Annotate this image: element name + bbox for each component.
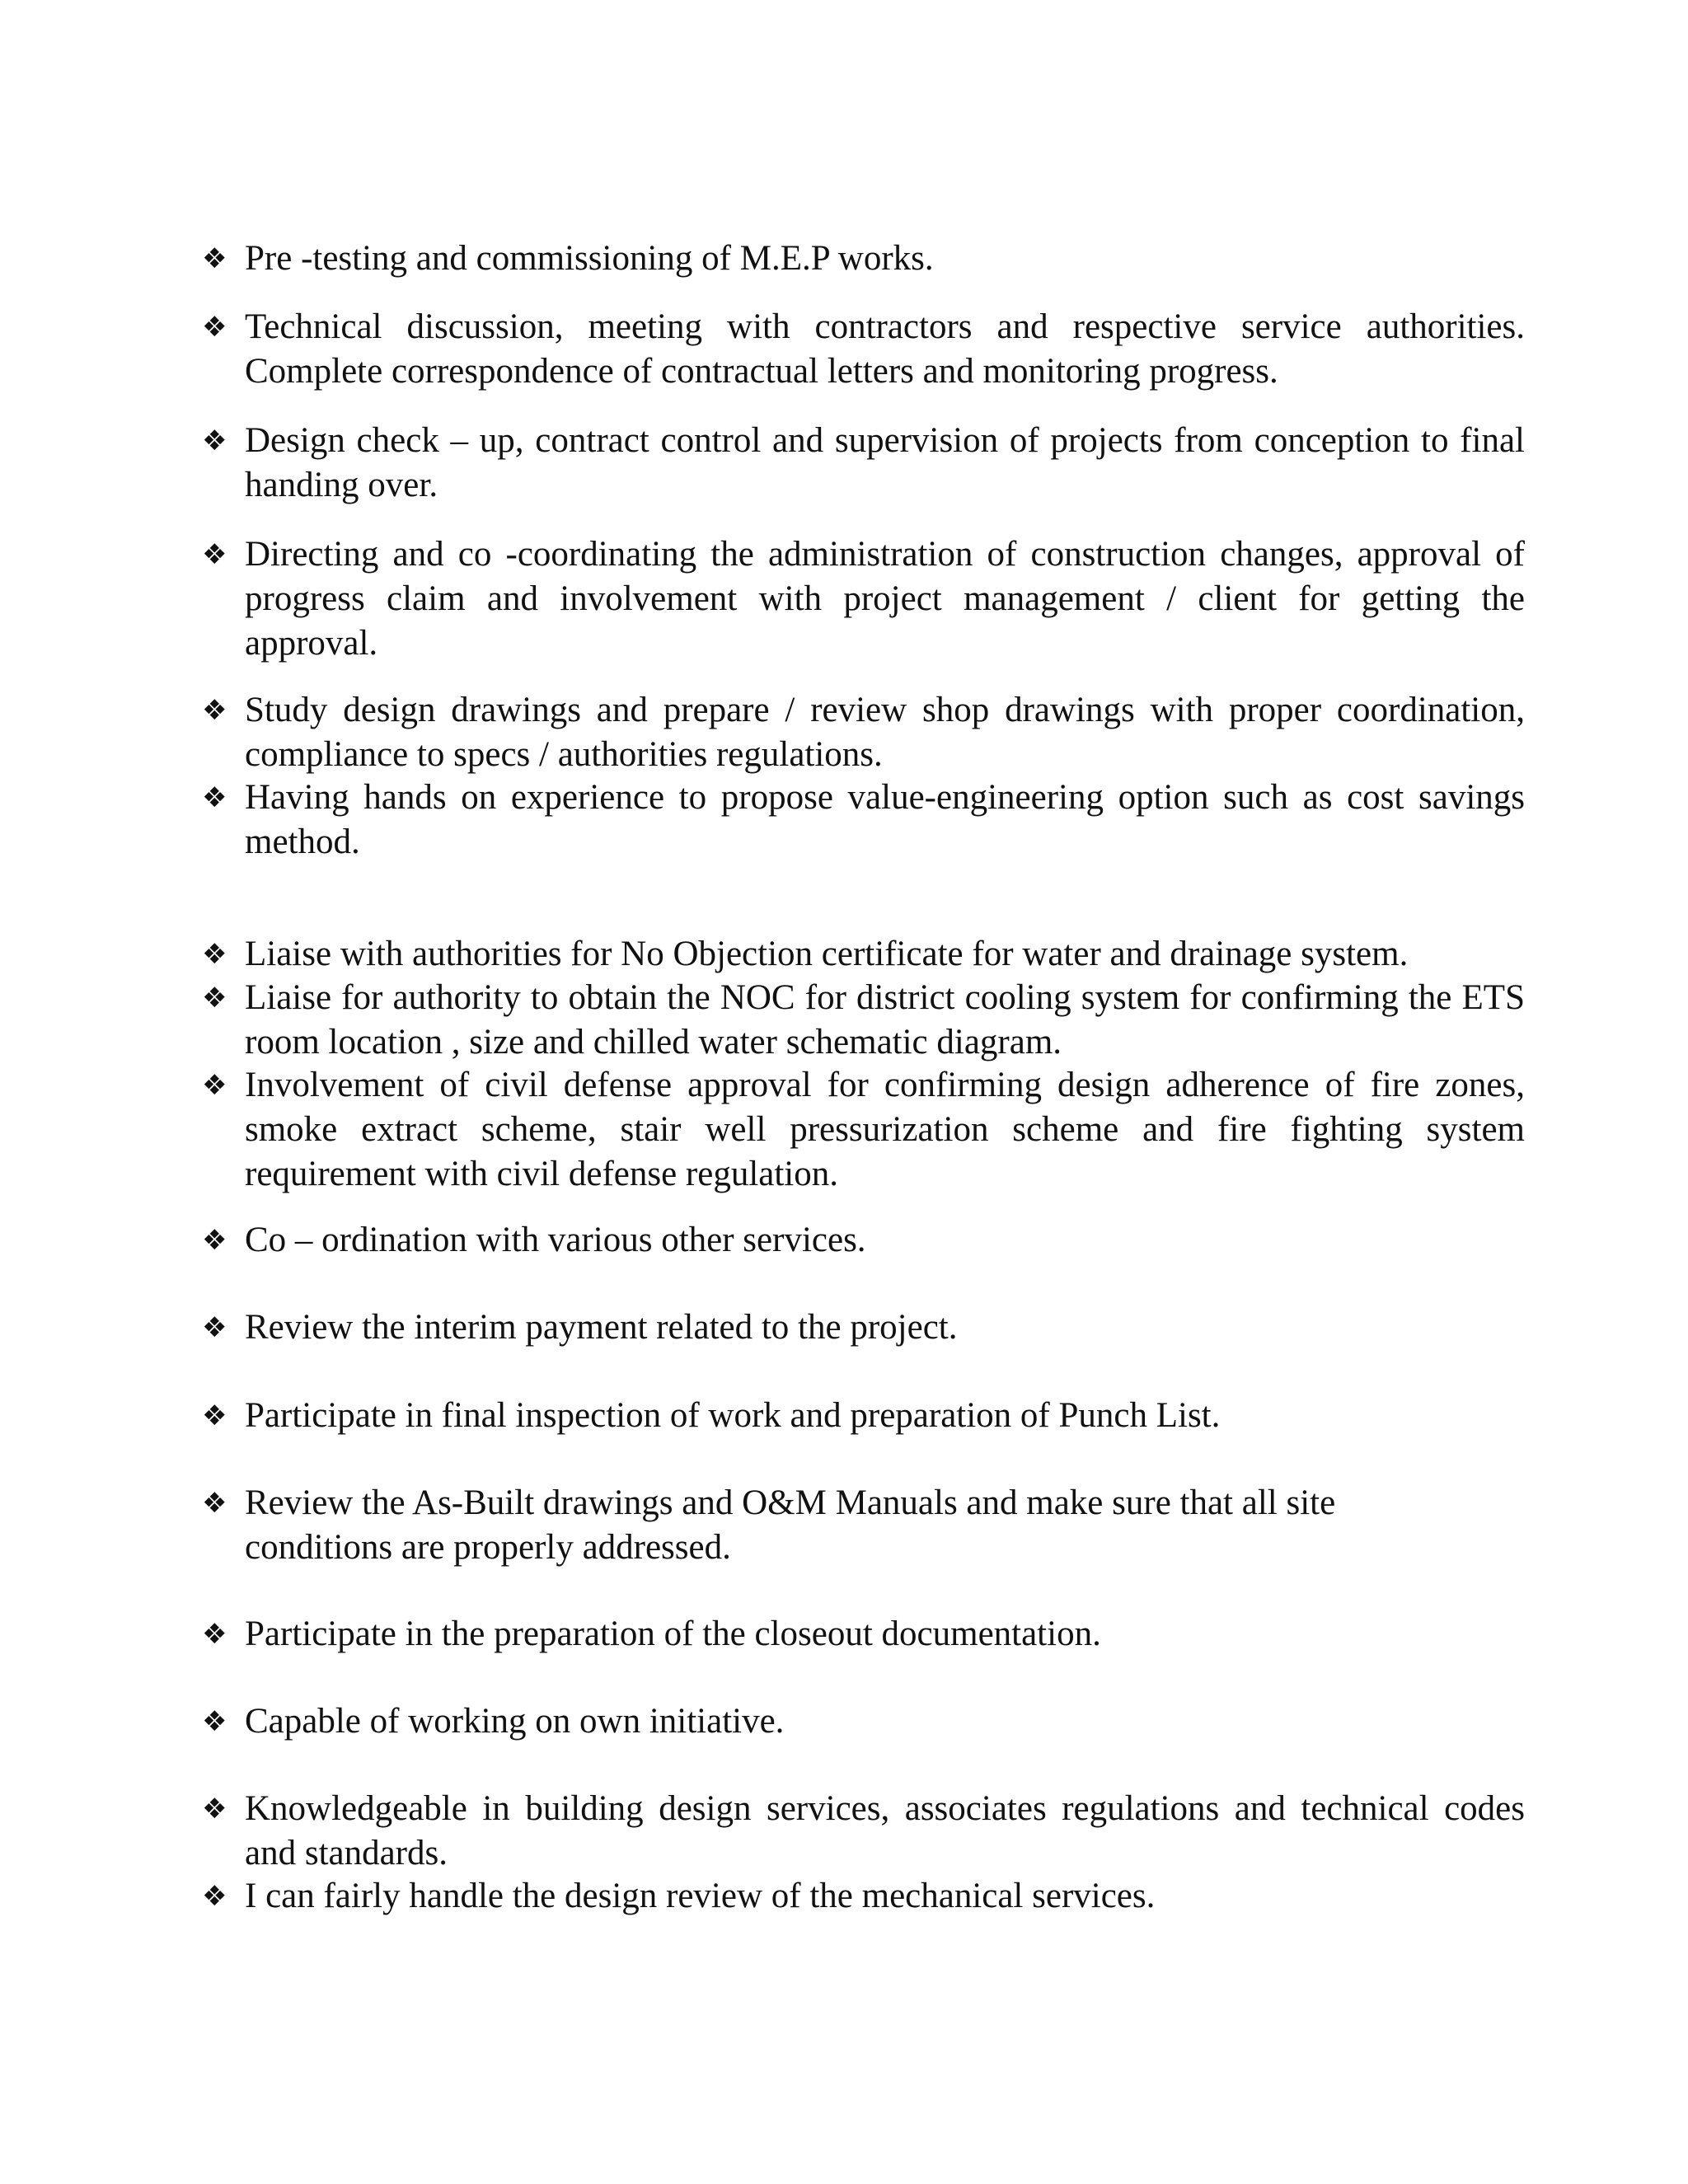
- list-item: [202, 776, 1525, 865]
- diamond-bullet-icon: ❖: [202, 424, 227, 457]
- list-item-text: Having hands on experience to propose value-engineering option such as cost savings method.: [245, 778, 1525, 861]
- diamond-bullet-icon: ❖: [202, 938, 227, 971]
- diamond-bullet-icon: ❖: [202, 538, 227, 571]
- list-item: [202, 1063, 1525, 1197]
- list-item: [202, 1874, 1525, 1919]
- list-item-text: Liaise for authority to obtain the NOC for district cooling system for confirming the ETS room location , size and chilled water schematic diagram.: [245, 978, 1525, 1062]
- diamond-bullet-icon: ❖: [202, 311, 227, 344]
- diamond-bullet-icon: ❖: [202, 982, 227, 1015]
- list-item-text: Participate in final inspection of work and preparation of Punch List.: [245, 1396, 1221, 1435]
- list-item-text: Liaise with authorities for No Objection certificate for water and drainage system.: [245, 935, 1409, 973]
- diamond-bullet-icon: ❖: [202, 1399, 227, 1432]
- list-item-text: I can fairly handle the design review of the mechanical services.: [245, 1877, 1156, 1915]
- list-item: [202, 305, 1525, 394]
- list-item-text: Design check – up, contract control and supervision of projects from conception to final handing over.: [245, 421, 1525, 504]
- list-item-text: Pre -testing and commissioning of M.E.P works.: [245, 239, 934, 278]
- list-item: [202, 419, 1525, 508]
- list-item-text: Co – ordination with various other services.: [245, 1221, 866, 1259]
- list-item-text: Capable of working on own initiative.: [245, 1702, 785, 1741]
- list-item: [202, 1394, 1525, 1438]
- list-item: [202, 237, 1525, 281]
- list-item: [202, 976, 1525, 1065]
- list-item-text: Participate in the preparation of the closeout documentation.: [245, 1615, 1101, 1653]
- diamond-bullet-icon: ❖: [202, 781, 227, 814]
- list-item: [202, 1612, 1525, 1657]
- diamond-bullet-icon: ❖: [202, 1618, 227, 1651]
- list-item: [202, 688, 1525, 777]
- list-item: [202, 1787, 1525, 1876]
- list-item-text: Involvement of civil defense approval for confirming design adherence of fire zones, smoke extract scheme, stair well pressurization scheme and fire fighting system requirement with civil defense regulation.: [245, 1066, 1525, 1193]
- diamond-bullet-icon: ❖: [202, 1224, 227, 1257]
- list-item: [202, 1699, 1525, 1744]
- diamond-bullet-icon: ❖: [202, 1311, 227, 1344]
- list-item-text: Study design drawings and prepare / review shop drawings with proper coordination, compliance to specs / authorities regulations.: [245, 691, 1525, 774]
- list-item-text: Review the As-Built drawings and O&M Manuals and make sure that all site conditions are properly addressed.: [245, 1483, 1336, 1567]
- diamond-bullet-icon: ❖: [202, 1487, 227, 1520]
- list-item-text: Knowledgeable in building design services, associates regulations and technical codes and standards.: [245, 1789, 1525, 1872]
- list-item: [202, 932, 1525, 977]
- list-item: [202, 532, 1525, 666]
- diamond-bullet-icon: ❖: [202, 694, 227, 727]
- diamond-bullet-icon: ❖: [202, 242, 227, 275]
- diamond-bullet-icon: ❖: [202, 1793, 227, 1825]
- list-item: [202, 1481, 1447, 1570]
- diamond-bullet-icon: ❖: [202, 1880, 227, 1913]
- list-item-text: Review the interim payment related to the project.: [245, 1308, 958, 1347]
- list-item: [202, 1218, 1525, 1263]
- list-item: [202, 1305, 1525, 1350]
- list-item-text: Technical discussion, meeting with contractors and respective service authorities. Complete correspondence of contractual letters and monitoring progress.: [245, 307, 1525, 391]
- diamond-bullet-icon: ❖: [202, 1705, 227, 1738]
- diamond-bullet-icon: ❖: [202, 1069, 227, 1102]
- list-item-text: Directing and co -coordinating the administration of construction changes, approval of progress claim and involvement with project management / client for getting the approval.: [245, 535, 1525, 663]
